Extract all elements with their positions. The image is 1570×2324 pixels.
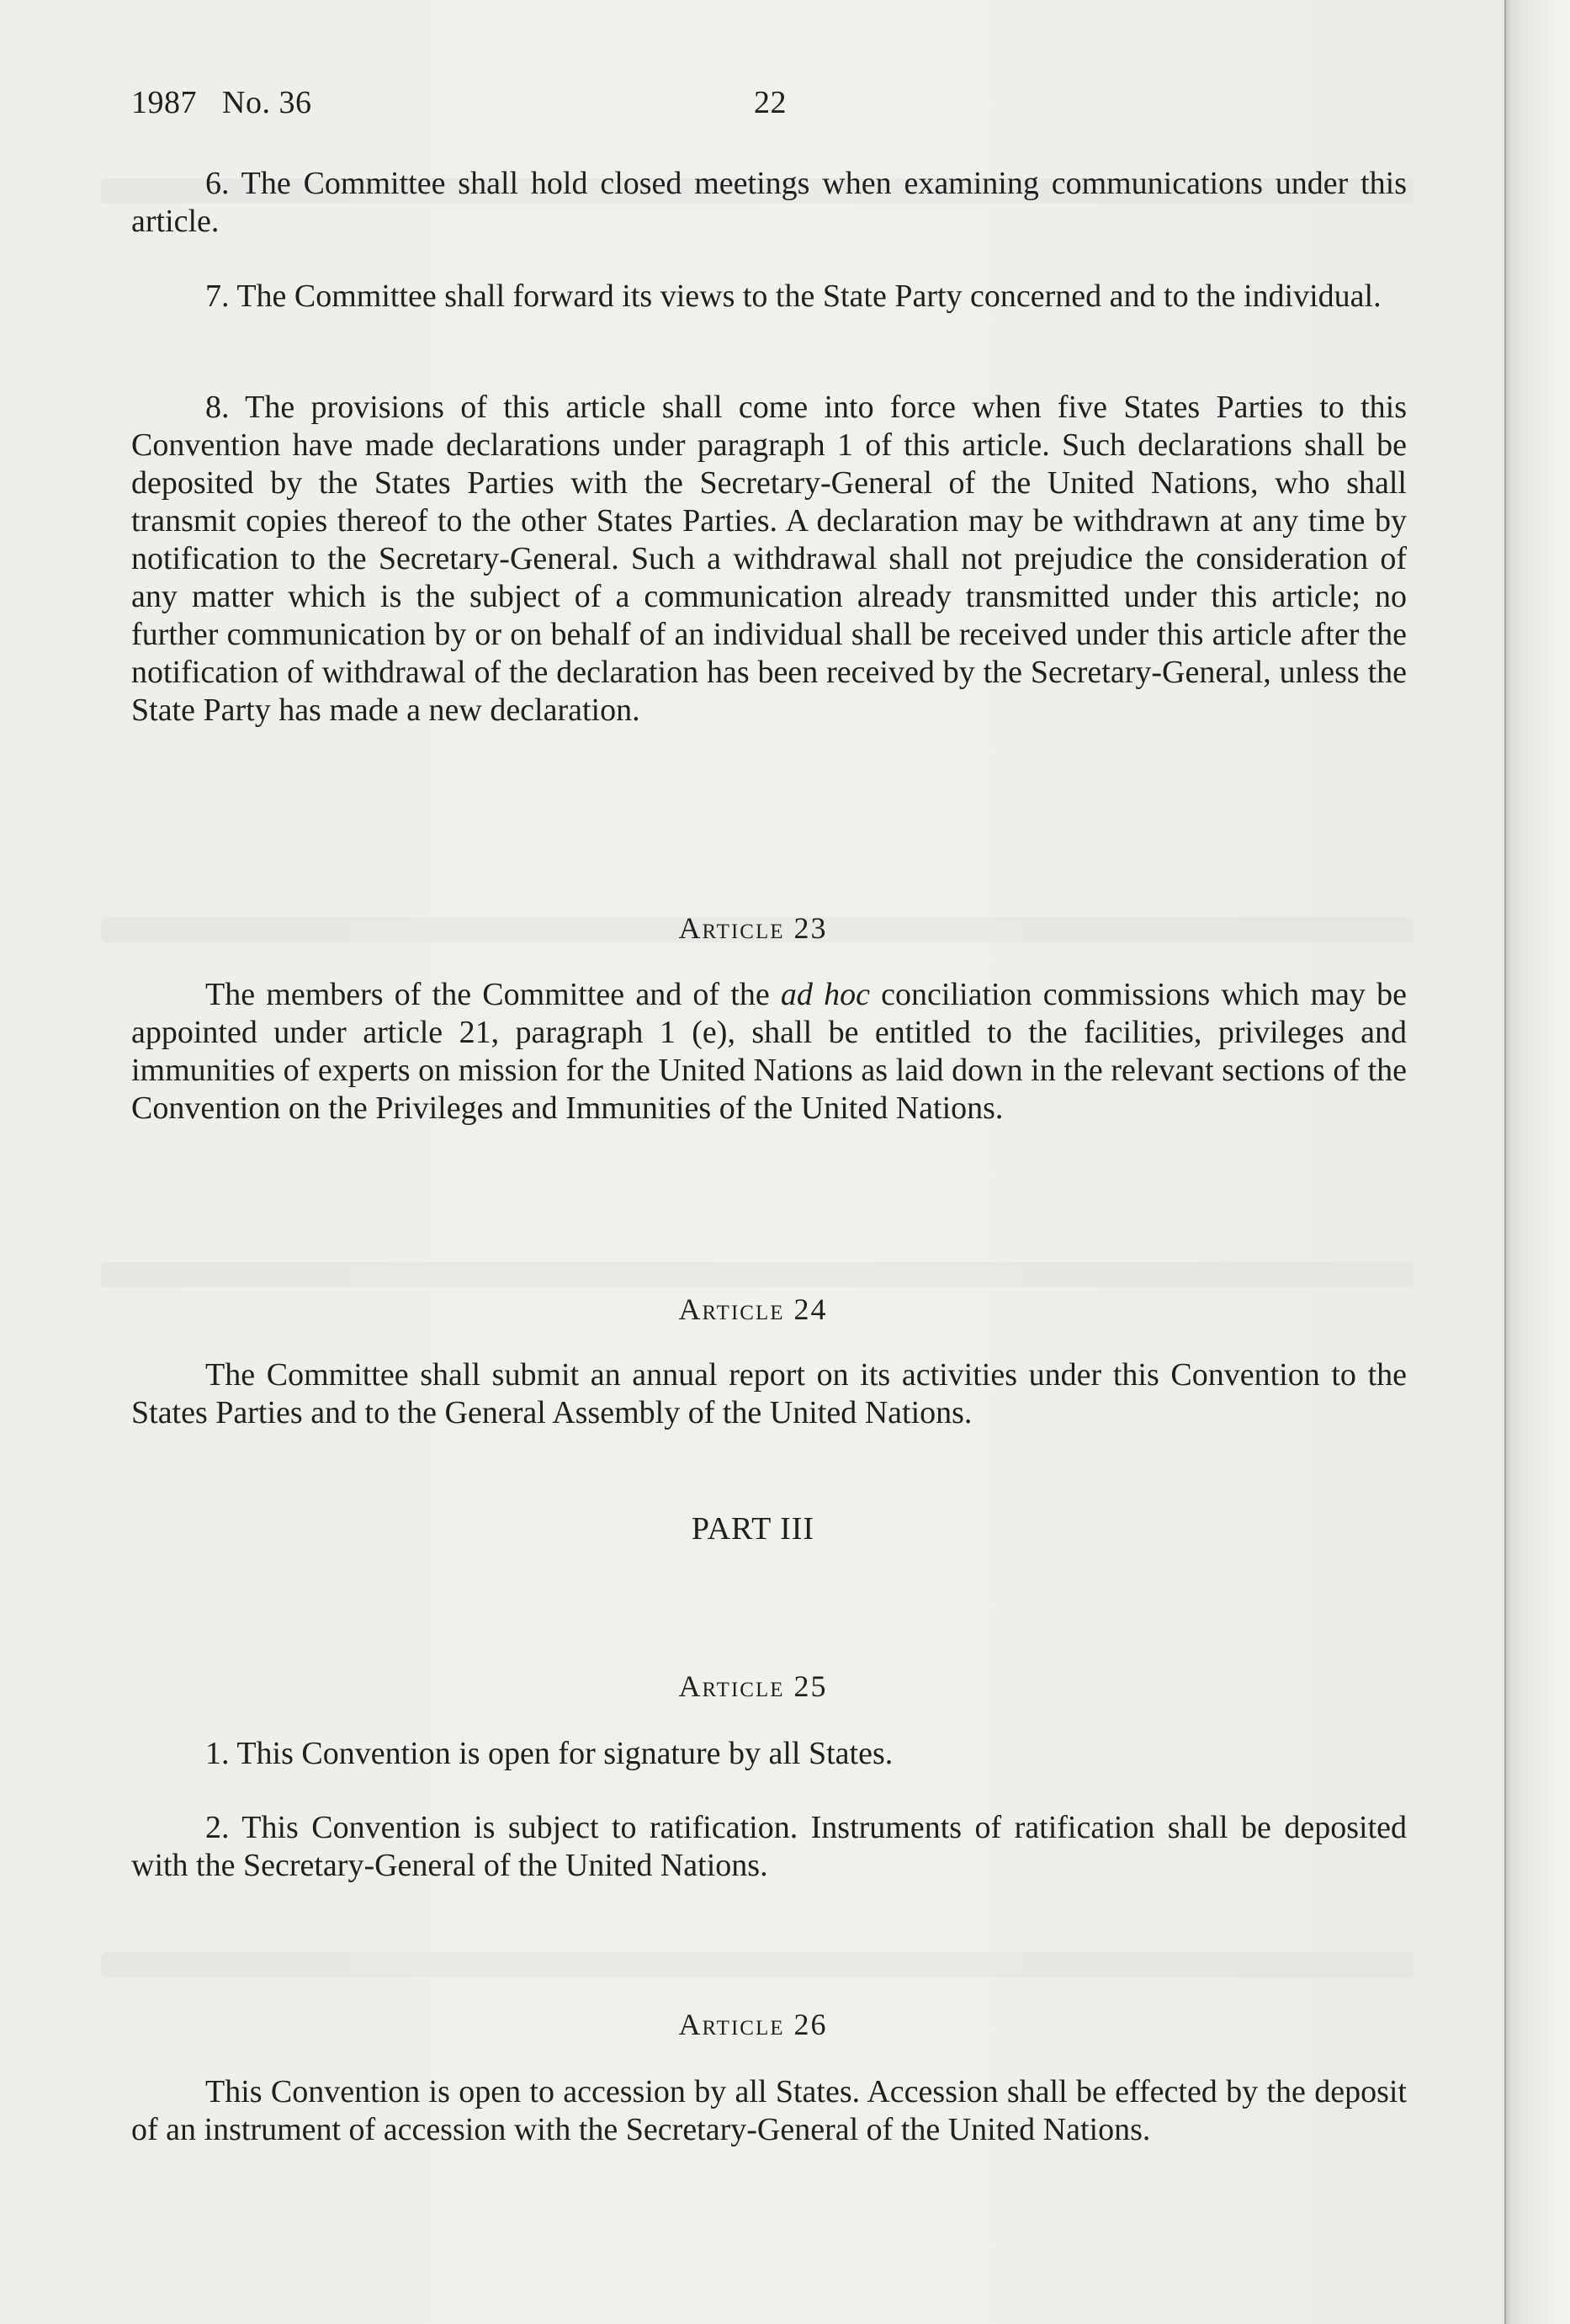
show-through-band: [101, 1952, 1414, 1977]
page-binding-edge: [1506, 0, 1570, 2324]
part-iii-heading: PART III: [691, 1511, 815, 1547]
article-25-paragraph-1: 1. This Convention is open for signature by all States.: [205, 1736, 894, 1771]
article-23-text-end: conciliation commissions which may be appointed under article 21, paragraph 1 (e), shall be entitled to the facilities, privileges and immunities of experts on mission for the United Nations as laid down in the relevant sections of the Convention on the Privileges and Immunities of the United Nations.: [131, 977, 1407, 1126]
article-25-heading: Article 25: [678, 1669, 828, 1703]
show-through-band: [101, 1262, 1414, 1287]
article-26-text: This Convention is open to accession by all States. Accession shall be effected by the deposit of an instrument of accession with the Secretary-General of the United Nations.: [131, 2074, 1407, 2147]
article-25-paragraph-2: 2. This Convention is subject to ratification. Instruments of ratification shall be deposited with the Secretary-General of the United Nations.: [131, 1810, 1407, 1883]
article-24-heading: Article 24: [678, 1292, 828, 1326]
article-23-italic-term: ad hoc: [780, 977, 870, 1012]
page-number: 22: [754, 85, 787, 120]
article-24-text: The Committee shall submit an annual report on its activities under this Convention to the States Parties and to the General Assembly of the United Nations.: [131, 1357, 1407, 1430]
article-26-heading: Article 26: [678, 2008, 828, 2041]
article-23-text: [131, 976, 1407, 1128]
paragraph-6: 6. The Committee shall hold closed meetings when examining communications under this article.: [131, 166, 1407, 239]
paragraph-7: 7. The Committee shall forward its views to the State Party concerned and to the individual.: [205, 279, 1382, 314]
paragraph-8: 8. The provisions of this article shall come into force when five States Parties to this Convention have made declarations under paragraph 1 of this article. Such declarations shall be deposited by the States Parties with the Secretary-General of the United Nations, who shall transmit copies thereof to the other States Parties. A declaration may be withdrawn at any time by notification to the Secretary-General. Such a withdrawal shall not prejudice the consideration of any matter which is the subject of a communication already transmitted under this article; no further communication by or on behalf of an individual shall be received under this article after the notification of withdrawal of the declaration has been received by the Secretary-General, unless the State Party has made a new declaration.: [131, 390, 1407, 728]
header-year-number: 1987 No. 36: [131, 85, 312, 120]
article-23-text-start: The members of the Committee and of the: [205, 977, 781, 1012]
running-header: [131, 84, 787, 121]
article-23-heading: Article 23: [678, 911, 828, 945]
